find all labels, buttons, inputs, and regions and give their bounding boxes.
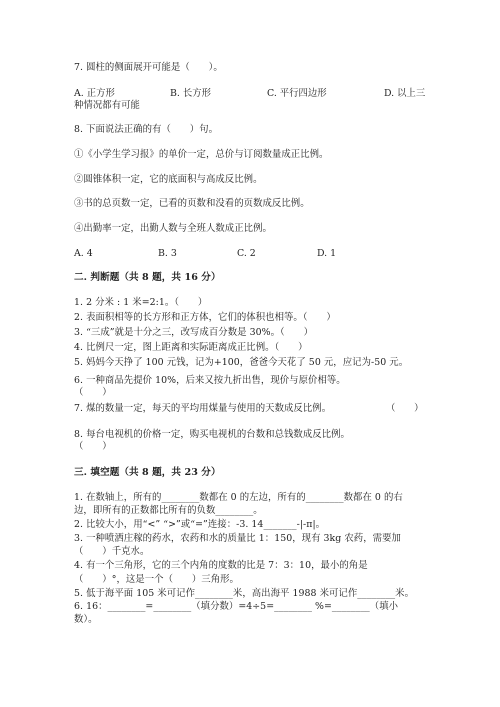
fill-line: 边，即所有的正数都比所有的负数________。 xyxy=(74,505,263,516)
q8-option-d[interactable]: D. 1 xyxy=(317,248,337,259)
fill-line: 6. 16：________=________（填分数）=4÷5=________ %=________（填小 xyxy=(74,601,399,612)
fill-line: 1. 在数轴上，所有的________数都在 0 的左边，所有的________数都在 0 的右 xyxy=(74,492,403,503)
judge-line-answer: （ ） xyxy=(74,441,112,452)
q8-item-3: ③书的总页数一定，已看的页数和没看的页数成反比例。 xyxy=(74,198,310,209)
judge-line: 4. 比例尺一定，图上距离和实际距离成正比例。（ ） xyxy=(74,342,308,353)
q8-item-1: ①《小学生学习报》的单价一定，总价与订阅数量成正比例。 xyxy=(74,149,329,160)
fill-line: 数）。 xyxy=(74,614,98,625)
q8-option-a[interactable]: A. 4 xyxy=(74,248,93,259)
fill-line: （ ）千克水。 xyxy=(74,546,150,557)
q7-stem: 7. 圆柱的侧面展开可能是（ ）。 xyxy=(74,62,223,73)
q7-option-c[interactable]: C. 平行四边形 xyxy=(267,88,327,99)
q8-stem: 8. 下面说法正确的有（ ）句。 xyxy=(74,124,219,135)
judge-line: 1. 2 分米 : 1 米=2:1。（ ） xyxy=(74,297,208,308)
q8-item-4: ④出勤率一定，出勤人数与全班人数成正比例。 xyxy=(74,223,272,234)
q8-item-2: ②圆锥体积一定，它的底面积与高成反比例。 xyxy=(74,174,263,185)
judge-line: 7. 煤的数量一定，每天的平均用煤量与使用的天数成反比例。 xyxy=(74,403,332,414)
judge-line-answer: （ ） xyxy=(74,387,112,398)
judge-line: 3. “三成”就是十分之三，改写成百分数是 30%。（ ） xyxy=(74,327,314,338)
judge-line: 6. 一种商品先提价 10%，后来又按九折出售，现价与原价相等。 xyxy=(74,375,346,386)
fill-line: 5. 低于海平面 105 米可记作________米，高出海平 1988 米可记作________米。 xyxy=(74,588,415,599)
q7-option-d-continued: 种情况都有可能 xyxy=(74,100,140,111)
fill-line: 4. 有一个三角形，它的三个内角的度数的比是 7：3：10，最小的角是 xyxy=(74,560,368,571)
q8-option-b[interactable]: B. 3 xyxy=(158,248,177,259)
section-2-title: 二. 判断题（共 8 题，共 16 分） xyxy=(74,272,221,283)
judge-line: 8. 每台电视机的价格一定，购买电视机的台数和总钱数成反比例。 xyxy=(74,429,350,440)
q7-option-d[interactable]: D. 以上三 xyxy=(384,88,426,99)
q7-option-b[interactable]: B. 长方形 xyxy=(170,88,211,99)
section-3-title: 三. 填空题（共 8 题，共 23 分） xyxy=(74,467,221,478)
judge-line: 5. 妈妈今天挣了 100 元钱，记为+100，爸爸今天花了 50 元，应记为-50 元。 xyxy=(74,357,409,368)
q8-option-c[interactable]: C. 2 xyxy=(237,248,256,259)
judge-line: 2. 表面积相等的长方形和正方体，它们的体积也相等。（ ） xyxy=(74,312,336,323)
fill-line: （ ）°，这是一个（ ）三角形。 xyxy=(74,574,239,585)
fill-line: 2. 比较大小，用“<” “>”或“=”连接：-3. 14_______-|-π|。 xyxy=(74,519,326,530)
judge-line-answer: （ ） xyxy=(386,403,424,414)
fill-line: 3. 一种喷洒庄稼的药水，农药和水的质量比 1：150，现有 3kg 农药，需要加 xyxy=(74,533,401,544)
q7-option-a[interactable]: A. 正方形 xyxy=(74,88,115,99)
